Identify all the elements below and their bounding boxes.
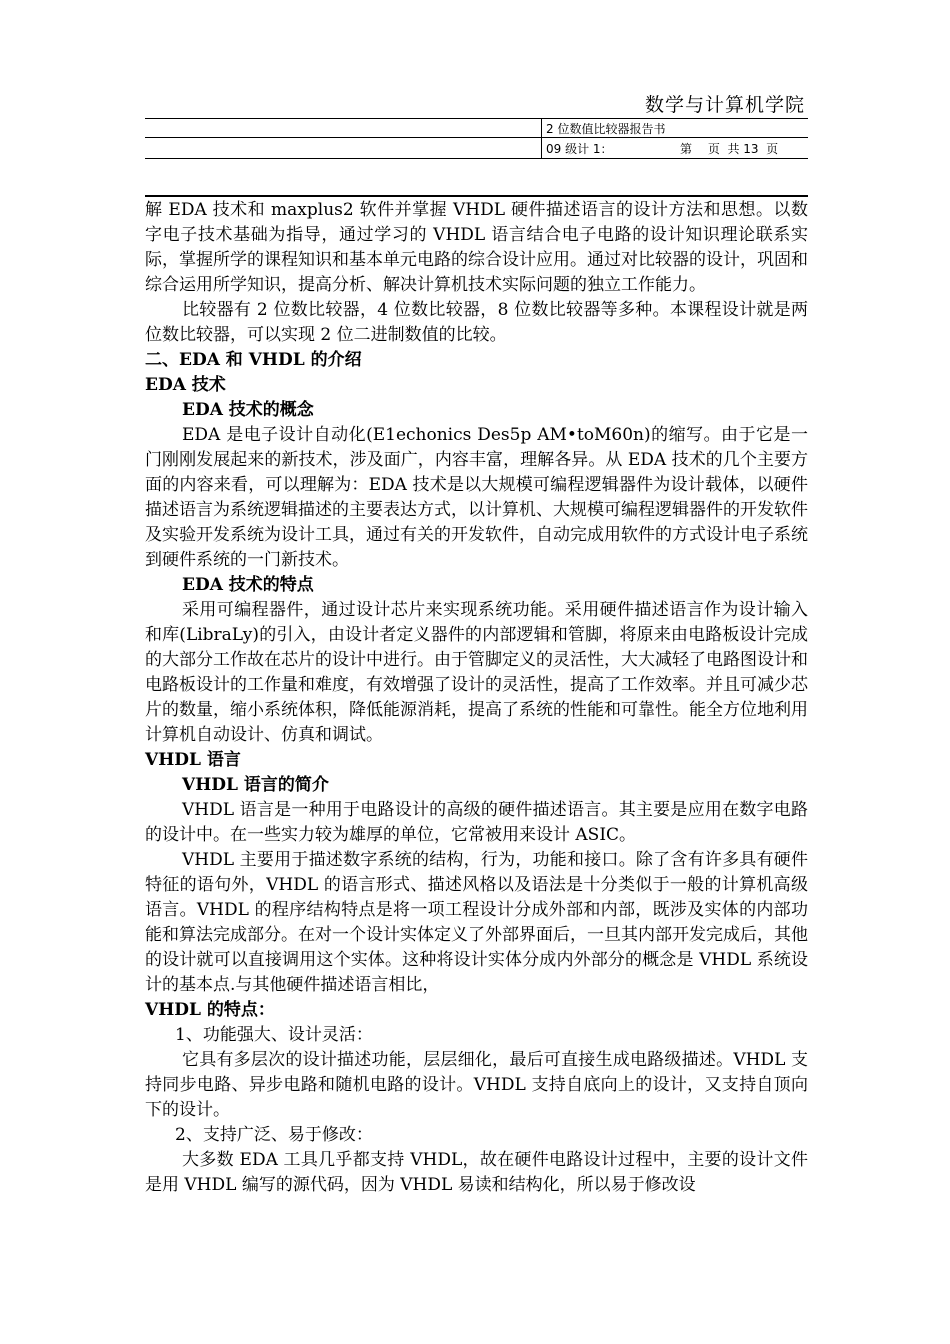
paragraph: 采用可编程器件，通过设计芯片来实现系统功能。采用硬件描述语言作为设计输入和库(LibraLy)的引入，由设计者定义器件的内部逻辑和管脚，将原来由电路板设计完成的大部分工作故在芯片的设计中进行。由于管脚定义的灵活性，大大减轻了电路图设计和电路板设计的工作量和难度，有效增强了设计的灵活性，提高了工作效率。并且可减少芯片的数量，缩小系统体积，降低能源消耗，提高了系统的性能和可靠性。能全方位地利用计算机自动设计、仿真和调试。 — [145, 600, 808, 745]
paragraph: 二、EDA 和 VHDL 的介绍 — [145, 350, 362, 370]
paragraph: 2、支持广泛、易于修改： — [175, 1125, 373, 1145]
paragraph: VHDL 语言 — [145, 750, 241, 770]
paragraph: EDA 技术 — [145, 375, 226, 395]
paragraph: 比较器有 2 位数比较器，4 位数比较器，8 位数比较器等多种。本课程设计就是两位数比较器，可以实现 2 位二进制数值的比较。 — [145, 300, 808, 345]
paragraph: VHDL 语言的简介 — [182, 775, 329, 795]
school-name: 数学与计算机学院 — [644, 94, 805, 116]
class-label: 09 级计 1： — [546, 142, 613, 156]
paragraph: VHDL 主要用于描述数字系统的结构，行为，功能和接口。除了含有许多具有硬件特征的语句外，VHDL 的语言形式、描述风格以及语法是十分类似于一般的计算机高级语言。VHDL 的程序结构特点是将一项工程设计分成外部和内部，既涉及实体的内部功能和算法完成部分。在对一个设计实体定义了外部界面后，一旦其内部开发完成后，其他的设计就可以直接调用这个实体。这种将设计实体分成内外部分的概念是 VHDL 系统设计的基本点.与其他硬件描述语言相比， — [145, 850, 808, 995]
paragraph: VHDL 语言是一种用于电路设计的高级的硬件描述语言。其主要是应用在数字电路的设计中。在一些实力较为雄厚的单位，它常被用来设计 ASIC。 — [145, 800, 808, 845]
header-rule-middle — [145, 137, 808, 138]
header-rule-bottom — [145, 158, 808, 159]
page-info: 第 页 共 13 页 — [680, 142, 779, 156]
paragraph: 解 EDA 技术和 maxplus2 软件并掌握 VHDL 硬件描述语言的设计方法和思想。以数字电子技术基础为指导，通过学习的 VHDL 语言结合电子电路的设计知识理论联系实际，掌握所学的课程知识和基本单元电路的综合设计应用。通过对比较器的设计，巩固和综合运用所学知识，提高分析、解决计算机技术实际问题的独立工作能力。 — [145, 200, 808, 295]
report-title: 2 位数值比较器报告书 — [546, 122, 666, 136]
paragraph: EDA 是电子设计自动化(E1echonics Des5p AM•toM60n)的缩写。由于它是一门刚刚发展起来的新技术，涉及面广，内容丰富，理解各异。从 EDA 技术的几个主要方面的内容来看，可以理解为：EDA 技术是以大规模可编程逻辑器件为设计载体，以硬件描述语言为系统逻辑描述的主要表达方式，以计算机、大规模可编程逻辑器件的开发软件及实验开发系统为设计工具，通过有关的开发软件，自动完成用软件的方式设计电子系统到硬件系统的一门新技术。 — [145, 425, 808, 570]
header-rule-top — [145, 118, 808, 119]
paragraph: VHDL 的特点： — [145, 1000, 275, 1020]
paragraph: 大多数 EDA 工具几乎都支持 VHDL，故在硬件电路设计过程中，主要的设计文件是用 VHDL 编写的源代码，因为 VHDL 易读和结构化，所以易于修改设 — [145, 1150, 808, 1195]
body-top-rule — [145, 195, 808, 197]
paragraph: EDA 技术的特点 — [182, 575, 314, 595]
paragraph: 1、功能强大、设计灵活： — [175, 1025, 373, 1045]
paragraph: 它具有多层次的设计描述功能，层层细化，最后可直接生成电路级描述。VHDL 支持同步电路、异步电路和随机电路的设计。VHDL 支持自底向上的设计，又支持自顶向下的设计。 — [145, 1050, 808, 1120]
paragraph: EDA 技术的概念 — [182, 400, 314, 420]
header-divider — [541, 118, 542, 158]
document-body — [145, 198, 808, 1198]
